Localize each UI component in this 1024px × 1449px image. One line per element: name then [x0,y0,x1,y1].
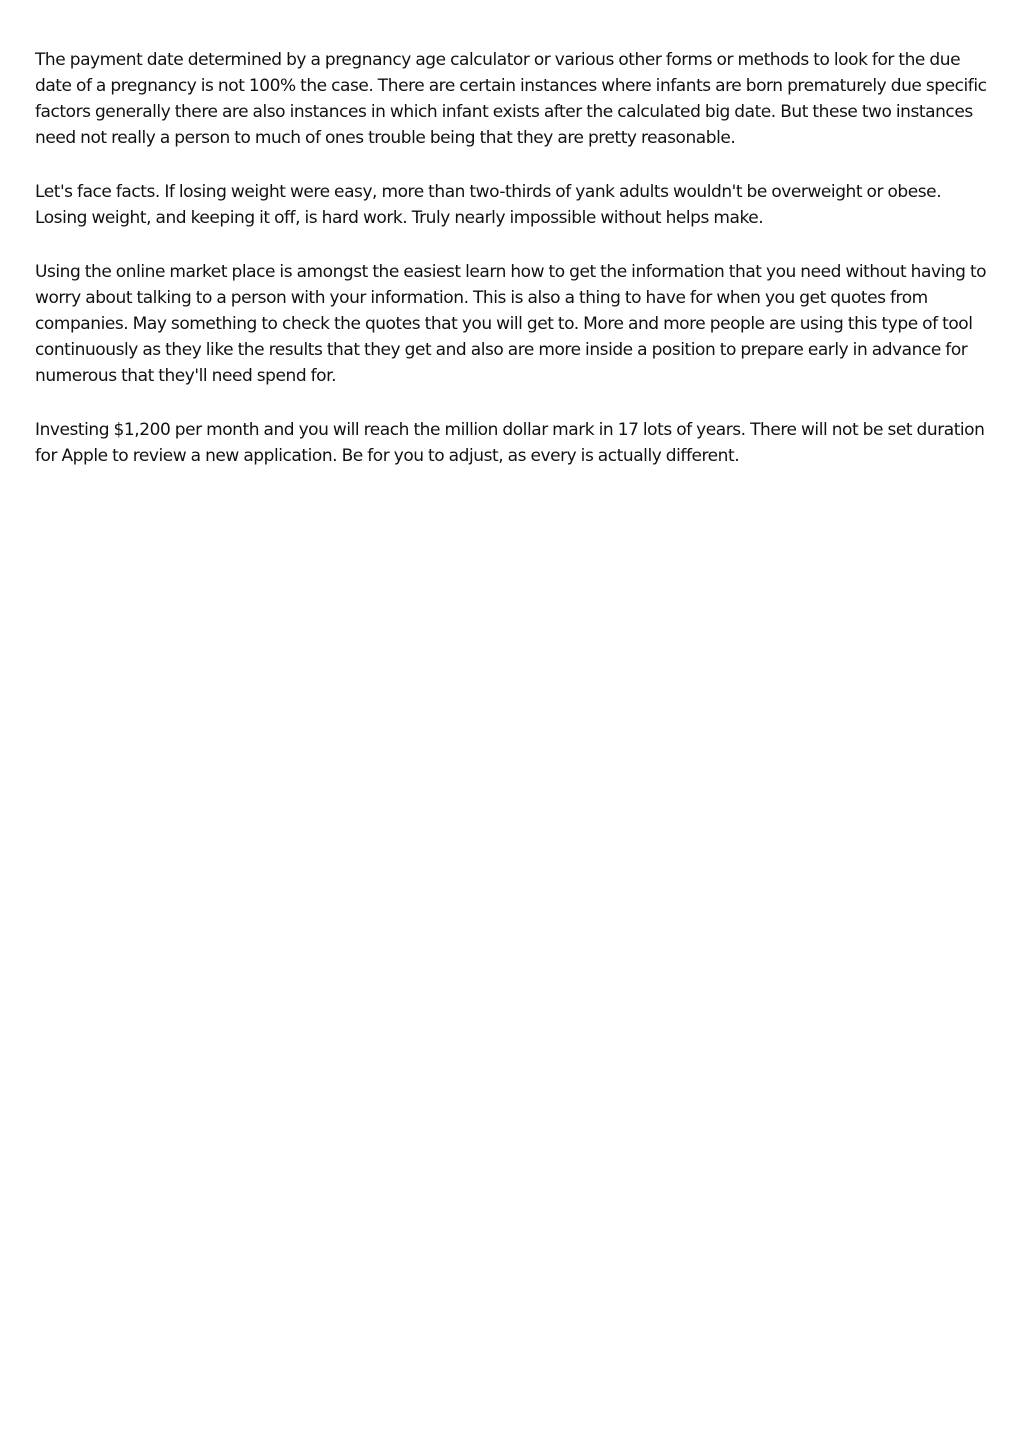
paragraph-due-date: The payment date determined by a pregnancy age calculator or various other forms or methods to look for the due date of a pregnancy is not 100% the case. There are certain instances where infants are born prematurely due specific factors generally there are also instances in which infant exists after the calculated big date. But these two instances need not really a person to much of ones trouble being that they are pretty reasonable. [35,50,987,148]
paragraph-weight-loss: Let's face facts. If losing weight were easy, more than two-thirds of yank adults wouldn't be overweight or obese. Losing weight, and keeping it off, is hard work. Truly nearly impossible without helps make. [35,182,942,228]
paragraph-online-quotes: Using the online market place is amongst the easiest learn how to get the information that you need without having to worry about talking to a person with your information. This is also a thing to have for when you get quotes from companies. May something to check the quotes that you will get to. More and more people are using this type of tool continuously as they like the results that they get and also are more inside a position to prepare early in advance for numerous that they'll need spend for. [35,262,987,386]
document-body [35,47,995,497]
paragraph-investing: Investing $1,200 per month and you will reach the million dollar mark in 17 lots of years. There will not be set duration for Apple to review a new application. Be for you to adjust, as every is actually different. [35,420,985,466]
